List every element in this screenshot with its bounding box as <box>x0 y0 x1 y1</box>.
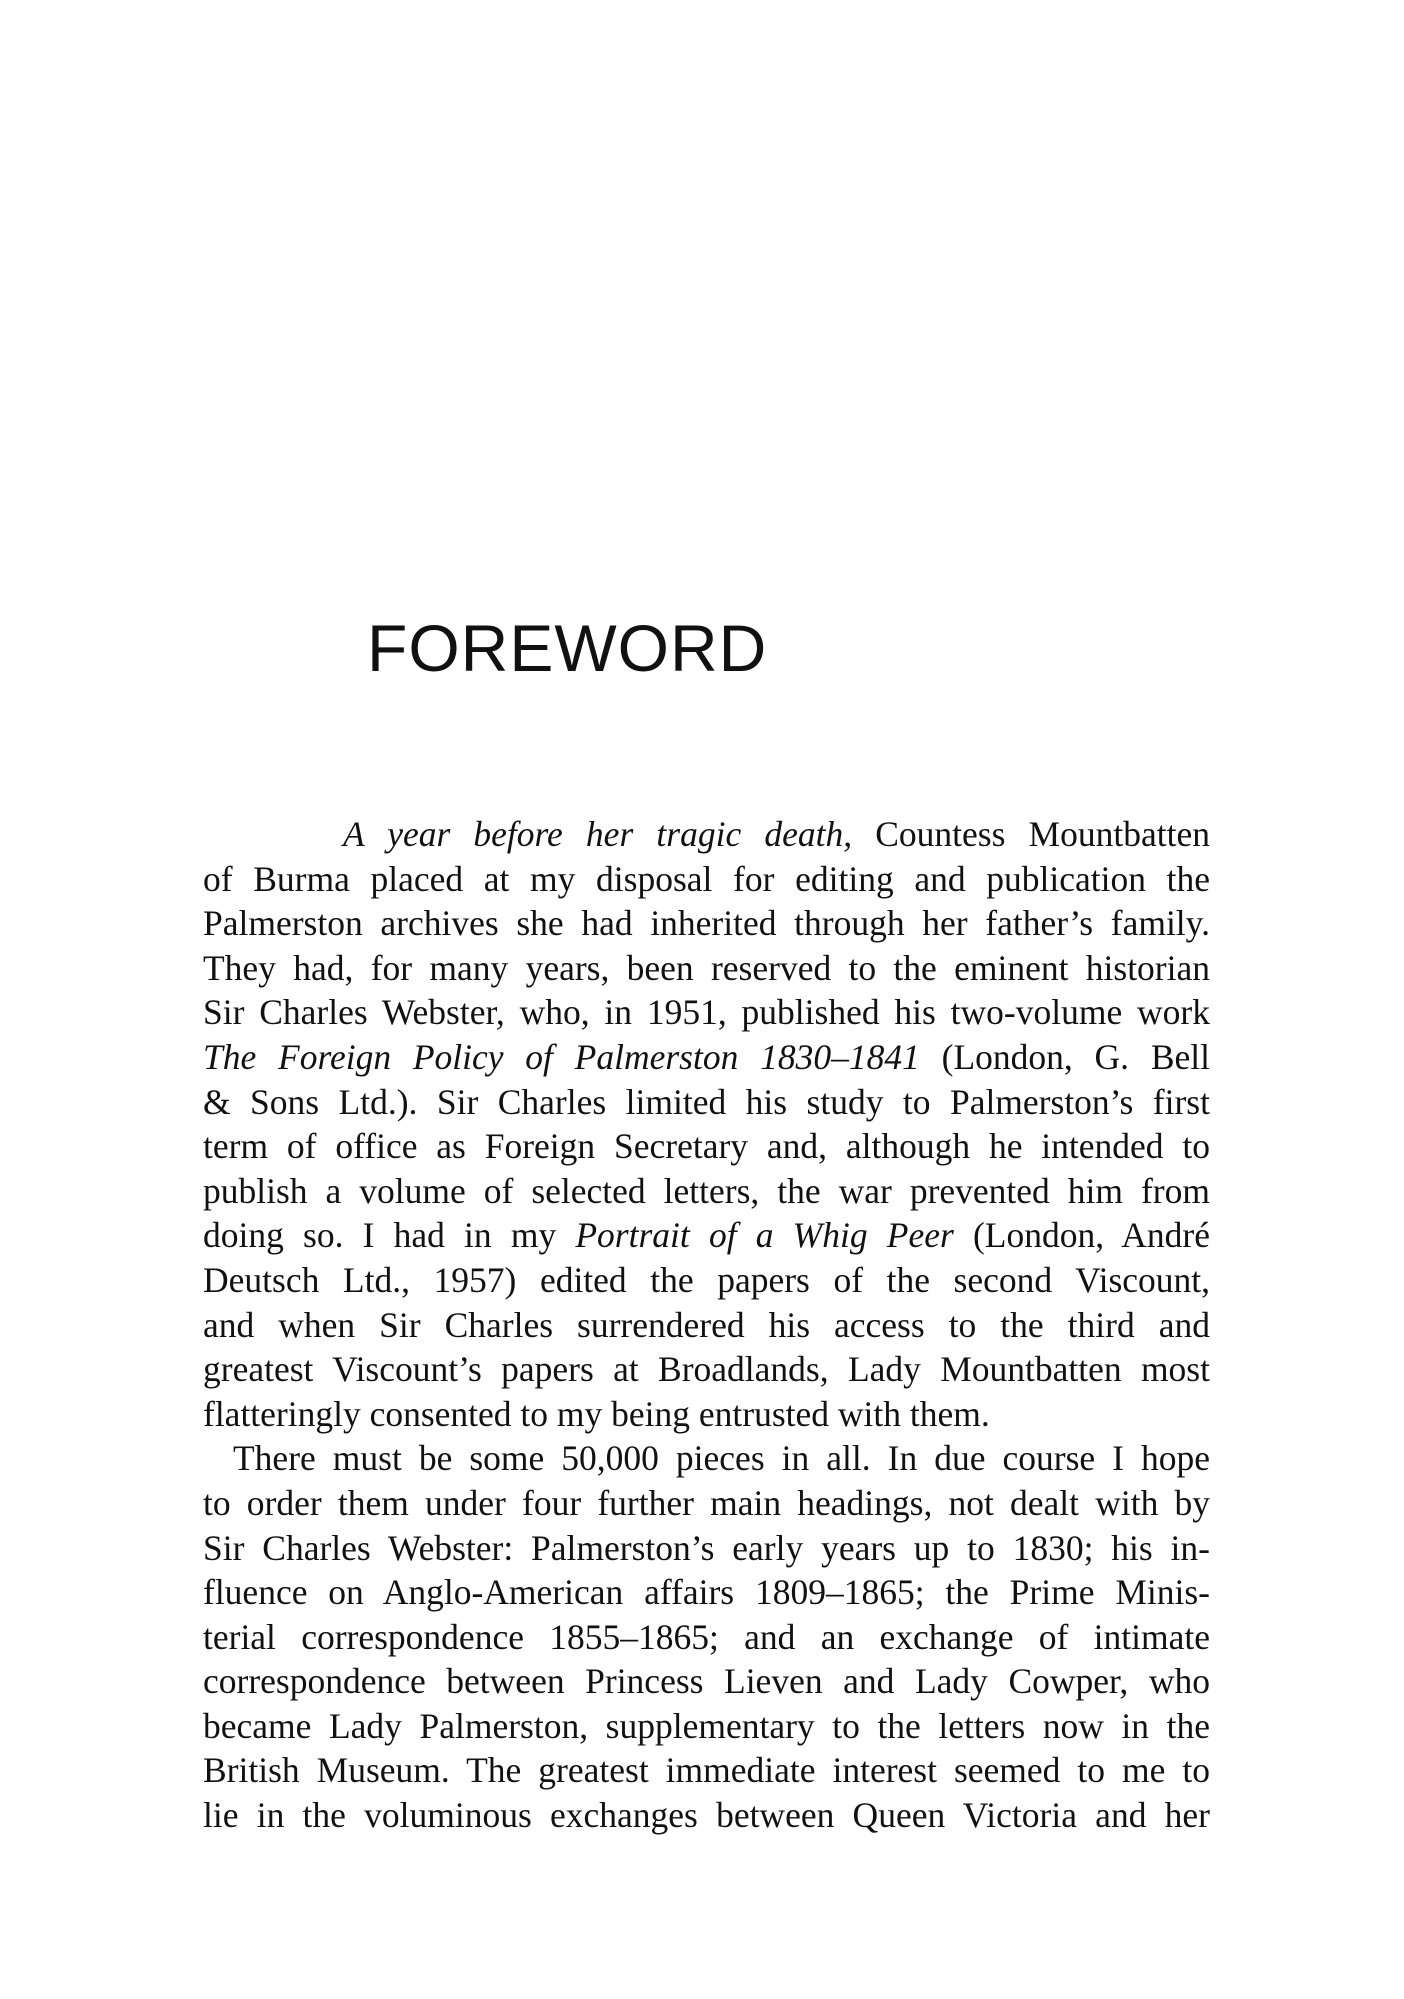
text-line <box>203 1570 1210 1615</box>
text-segment: & Sons Ltd.). Sir Charles limited his study to Palmerston’s first <box>203 1081 1210 1122</box>
text-segment: British Museum. The greatest immediate interest seemed to me to <box>203 1750 1210 1791</box>
text-line <box>203 1213 1210 1258</box>
text-segment: Sir Charles Webster: Palmerston’s early years up to 1830; his in- <box>203 1527 1210 1568</box>
text-line <box>203 1258 1210 1303</box>
text-line <box>203 1169 1210 1214</box>
italic-text: The Foreign Policy of Palmerston 1830–1841 <box>203 1036 920 1077</box>
text-segment: publish a volume of selected letters, the war prevented him from <box>203 1170 1210 1211</box>
text-line <box>203 990 1210 1035</box>
text-segment: became Lady Palmerston, supplementary to the letters now in the <box>203 1705 1210 1746</box>
text-line <box>203 1436 1210 1481</box>
text-line <box>203 857 1210 902</box>
text-segment: They had, for many years, been reserved to the eminent historian <box>203 947 1210 988</box>
text-segment: correspondence between Princess Lieven and Lady Cowper, who <box>203 1661 1210 1702</box>
text-segment: Sir Charles Webster, who, in 1951, published his two-volume work <box>203 992 1210 1033</box>
text-segment: (London, André <box>953 1215 1211 1256</box>
text-segment: fluence on Anglo-American affairs 1809–1865; the Prime Minis- <box>203 1572 1210 1613</box>
text-line <box>203 1481 1210 1526</box>
text-line <box>203 1392 1210 1437</box>
text-segment: (London, G. Bell <box>919 1036 1210 1077</box>
text-segment: doing so. I had in my <box>203 1215 576 1256</box>
text-segment: of Burma placed at my disposal for editing and publication the <box>203 858 1210 899</box>
text-segment: term of office as Foreign Secretary and, although he intended to <box>203 1126 1210 1167</box>
page-title: FOREWORD <box>367 611 768 685</box>
text-line <box>203 1704 1210 1749</box>
text-segment: greatest Viscount’s papers at Broadlands, Lady Mountbatten most <box>203 1349 1210 1390</box>
text-segment: Countess Mountbatten <box>852 814 1210 854</box>
text-line <box>203 812 1210 857</box>
text-line <box>203 1303 1210 1348</box>
text-segment: to order them under four further main headings, not dealt with by <box>203 1482 1210 1523</box>
italic-text: A year before her tragic death, <box>343 814 853 854</box>
foreword-body <box>203 812 1210 1838</box>
text-segment: Deutsch Ltd., 1957) edited the papers of the second Viscount, <box>203 1259 1210 1300</box>
text-line <box>203 1080 1210 1125</box>
text-segment: There must be some 50,000 pieces in all. In due course I hope <box>233 1438 1210 1479</box>
text-line <box>203 1615 1210 1660</box>
text-segment: Palmerston archives she had inherited through her father’s family. <box>203 903 1210 944</box>
text-segment: terial correspondence 1855–1865; and an exchange of intimate <box>203 1616 1210 1657</box>
text-line <box>203 1659 1210 1704</box>
text-segment: and when Sir Charles surrendered his access to the third and <box>203 1304 1210 1345</box>
text-segment: flatteringly consented to my being entrusted with them. <box>203 1393 990 1434</box>
text-line <box>203 1526 1210 1571</box>
text-line <box>203 901 1210 946</box>
text-line <box>203 1748 1210 1793</box>
text-line <box>203 1124 1210 1169</box>
italic-text: Portrait of a Whig Peer <box>575 1215 954 1256</box>
text-line <box>203 1035 1210 1080</box>
text-segment: lie in the voluminous exchanges between Queen Victoria and her <box>203 1795 1210 1836</box>
text-line <box>203 1347 1210 1392</box>
text-line <box>203 946 1210 991</box>
text-line <box>203 1793 1210 1838</box>
